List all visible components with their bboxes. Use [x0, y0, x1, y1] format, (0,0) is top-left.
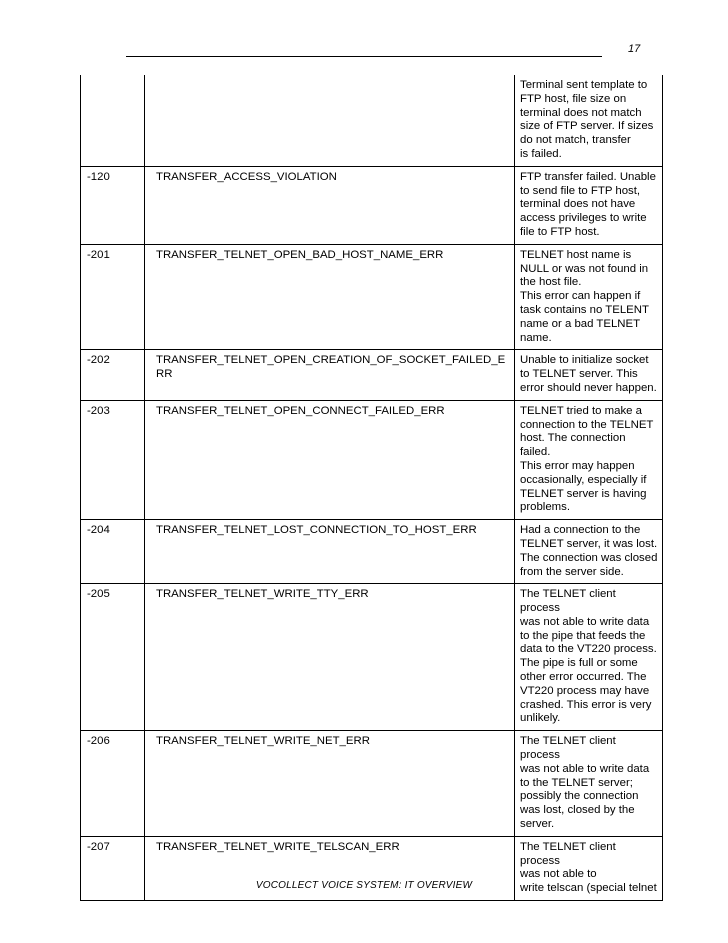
description-line: TELNET host name is: [520, 248, 632, 261]
table-row: [81, 75, 663, 166]
description-line: to the TELNET server;: [520, 776, 633, 789]
error-name-cell: TRANSFER_TELNET_WRITE_TTY_ERR: [145, 584, 515, 731]
description-line: host. The connection failed.: [520, 432, 626, 459]
error-name-cell: TRANSFER_TELNET_WRITE_TELSCAN_ERR: [145, 836, 515, 900]
description-line: occasionally, especially if: [520, 473, 647, 486]
description-line: name or a bad TELNET: [520, 317, 641, 330]
error-code-cell: -203: [81, 400, 145, 519]
table-body: [81, 75, 663, 901]
error-description-cell: [515, 584, 663, 731]
error-code-cell: -207: [81, 836, 145, 900]
error-description-cell: [515, 244, 663, 350]
description-line: other error occurred. The: [520, 671, 647, 684]
error-name-cell: TRANSFER_TELNET_OPEN_BAD_HOST_NAME_ERR: [145, 244, 515, 350]
description-line: to TELNET server. This: [520, 368, 638, 381]
table-row: [81, 244, 663, 350]
error-code-cell: [81, 75, 145, 166]
error-code-cell: -201: [81, 244, 145, 350]
error-description-cell: [515, 350, 663, 400]
description-line: file to FTP host.: [520, 225, 600, 238]
description-line: to the pipe that feeds the: [520, 629, 646, 642]
description-line: connection to the TELNET: [520, 418, 654, 431]
description-line: The pipe is full or some: [520, 657, 638, 670]
description-line: Had a connection to the: [520, 524, 641, 537]
error-code-cell: -202: [81, 350, 145, 400]
header-rule: [126, 56, 602, 57]
table-row: [81, 731, 663, 837]
description-line: NULL or was not found in: [520, 262, 649, 275]
error-code-cell: -204: [81, 520, 145, 584]
description-line: TELNET server is having: [520, 487, 647, 500]
page-number: 17: [628, 43, 641, 55]
description-line: This error can happen if: [520, 290, 641, 303]
description-line: possibly the connection: [520, 790, 639, 803]
description-line: TELNET tried to make a: [520, 404, 642, 417]
description-line: was lost, closed by the: [520, 804, 635, 817]
description-line: terminal does not match: [520, 106, 642, 119]
error-description-cell: [515, 75, 663, 166]
description-line: unlikely.: [520, 712, 561, 725]
description-line: was not able to write data: [520, 615, 650, 628]
description-line: terminal does not have: [520, 198, 636, 211]
table-row: [81, 350, 663, 400]
error-code-cell: -206: [81, 731, 145, 837]
error-description-cell: [515, 520, 663, 584]
error-description-cell: [515, 400, 663, 519]
description-line: error should never happen.: [520, 381, 657, 394]
description-line: TELNET server, it was lost.: [520, 537, 658, 550]
description-line: was not able to: [520, 868, 597, 881]
error-description-cell: [515, 731, 663, 837]
description-line: The TELNET client process: [520, 588, 616, 615]
description-line: write telscan (special telnet: [520, 882, 657, 895]
description-line: task contains no TELENT: [520, 303, 649, 316]
error-code-table: [80, 75, 663, 901]
error-name-cell: [145, 75, 515, 166]
page-footer: VOCOLLECT VOICE SYSTEM: IT OVERVIEW: [255, 880, 473, 891]
description-line: to send file to FTP host,: [520, 184, 641, 197]
table-row: [81, 584, 663, 731]
error-name-cell: TRANSFER_ACCESS_VIOLATION: [145, 166, 515, 244]
description-line: was not able to write data: [520, 762, 650, 775]
table-row: [81, 166, 663, 244]
error-name-cell: TRANSFER_TELNET_OPEN_CREATION_OF_SOCKET_FAILED_ERR: [145, 350, 515, 400]
description-line: The TELNET client process: [520, 840, 616, 867]
table-row: [81, 400, 663, 519]
description-line: The TELNET client process: [520, 735, 616, 762]
description-line: access privileges to write: [520, 212, 647, 225]
description-line: server.: [520, 818, 555, 831]
error-description-cell: [515, 166, 663, 244]
table-row: [81, 520, 663, 584]
description-line: crashed. This error is very: [520, 698, 652, 711]
description-line: The connection was closed: [520, 551, 658, 564]
error-name-cell: TRANSFER_TELNET_OPEN_CONNECT_FAILED_ERR: [145, 400, 515, 519]
error-name-cell: TRANSFER_TELNET_WRITE_NET_ERR: [145, 731, 515, 837]
description-line: data to the VT220 process.: [520, 643, 657, 656]
description-line: Unable to initialize socket: [520, 354, 649, 367]
description-line: FTP transfer failed. Unable: [520, 170, 656, 183]
error-code-cell: -205: [81, 584, 145, 731]
description-line: FTP host, file size on: [520, 92, 627, 105]
description-line: This error may happen: [520, 459, 635, 472]
description-line: name.: [520, 331, 552, 344]
description-line: the host file.: [520, 276, 582, 289]
description-line: do not match, transfer: [520, 134, 631, 147]
error-code-cell: -120: [81, 166, 145, 244]
description-line: problems.: [520, 501, 571, 514]
description-line: is failed.: [520, 147, 562, 160]
error-name-cell: TRANSFER_TELNET_LOST_CONNECTION_TO_HOST_ERR: [145, 520, 515, 584]
description-line: size of FTP server. If sizes: [520, 120, 654, 133]
description-line: Terminal sent template to: [520, 79, 648, 91]
description-line: VT220 process may have: [520, 684, 650, 697]
description-line: from the server side.: [520, 565, 624, 578]
